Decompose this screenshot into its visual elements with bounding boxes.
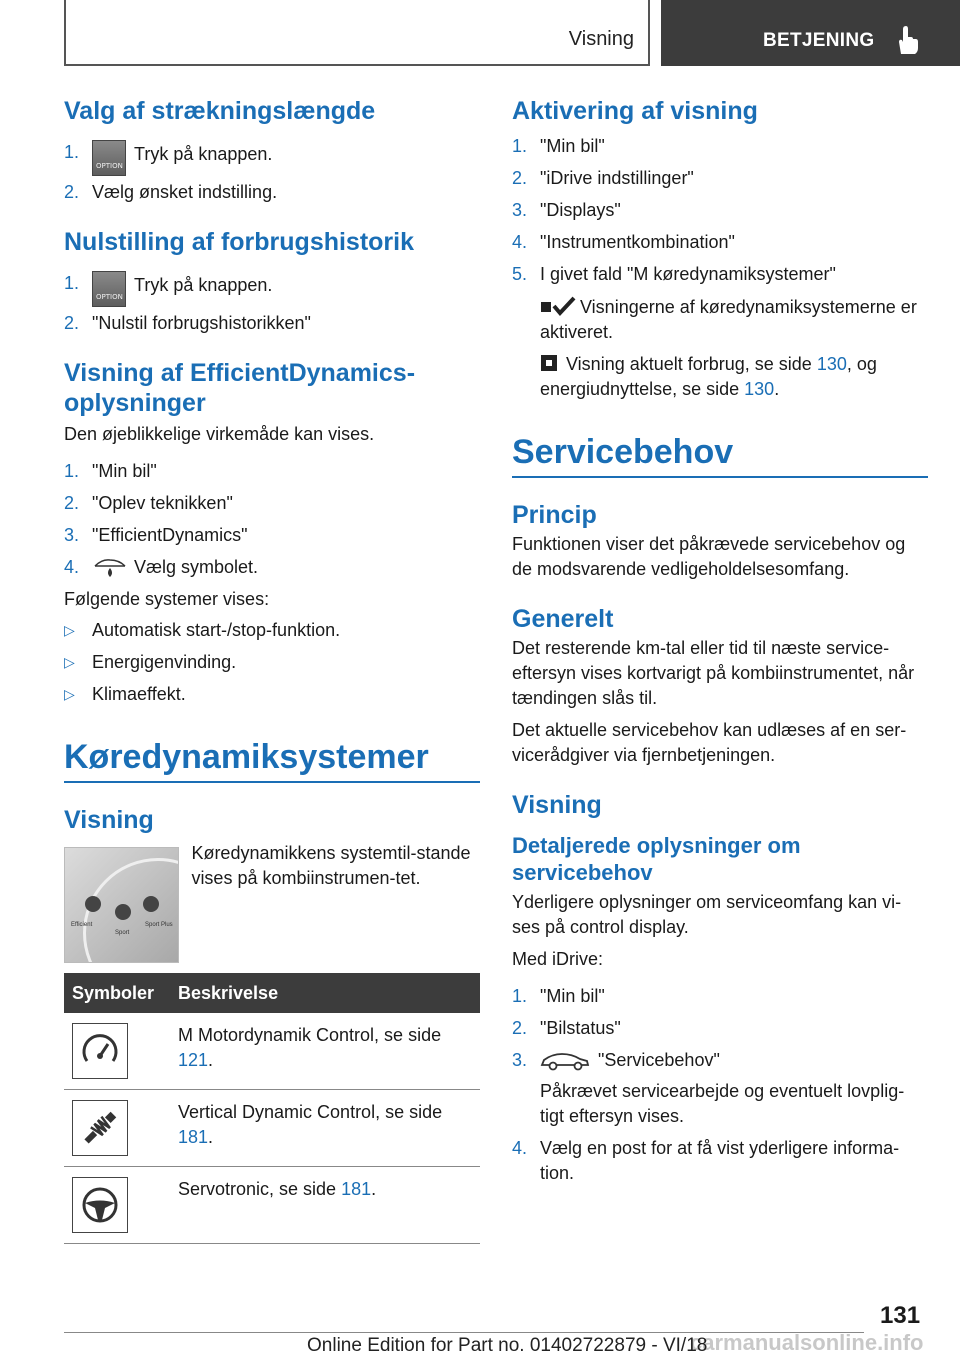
- header-chapter-label: BETJENING: [763, 30, 875, 51]
- steering-wheel-icon: [79, 1184, 121, 1226]
- paragraph: Det aktuelle servicebehov kan udlæses af en ser-vicerådgiver via fjernbetjeningen.: [512, 720, 907, 765]
- list-item: 2. "iDrive indstillinger": [512, 168, 694, 188]
- list-item: 3. "Displays": [512, 200, 621, 220]
- right-column: [512, 96, 928, 1186]
- symbols-table: [64, 973, 480, 1244]
- efficiency-car-icon: [92, 557, 128, 579]
- list-item: 2. "Bilstatus": [512, 1018, 621, 1038]
- list-item: 3. "Servicebehov": [512, 1050, 720, 1070]
- chapter-heading-driving-dynamics: Køredynamiksystemer: [64, 738, 429, 776]
- list-item: 4. Vælg en post for at få vist yderligere informa-tion.: [512, 1138, 900, 1183]
- option-button-icon: [92, 271, 126, 307]
- page-ref-link[interactable]: 121: [178, 1050, 209, 1070]
- section-title-general: Generelt: [512, 605, 614, 633]
- checkbox-icon: [540, 354, 560, 372]
- list-item: ▷ Automatisk start-/stop-funktion.: [64, 620, 341, 640]
- shock-absorber-icon: [79, 1107, 121, 1149]
- section-title-display: Visning: [512, 791, 602, 819]
- list-item: 1. "Min bil": [512, 136, 605, 156]
- list-item: ▷ Klimaeffekt.: [64, 684, 186, 704]
- page-ref-link[interactable]: 130: [744, 379, 775, 399]
- list-item: ▷ Energigenvinding.: [64, 652, 237, 672]
- subsection-title-details: Detaljerede oplysninger om servicebehov: [512, 833, 801, 885]
- left-column: [64, 96, 480, 1244]
- hand-pointer-icon: [895, 26, 921, 56]
- header-section-tab: [64, 0, 650, 66]
- display-description: Køredynamikkens systemtil-stande vises på kombiinstrumen-tet.: [191, 843, 471, 888]
- section-title-route-length: Valg af strækningslængde: [64, 97, 376, 125]
- table-header-symbols: Symboler: [64, 973, 170, 1013]
- list-item: 5. I givet fald "M køredynamiksystemer": [512, 264, 836, 284]
- checkmark-icon: [540, 296, 576, 316]
- table-row: Servotronic, se side 181.: [64, 1167, 480, 1244]
- list-item: 2. "Nulstil forbrugshistorikken": [64, 313, 311, 333]
- table-header-description: Beskrivelse: [170, 973, 480, 1013]
- list-item: 4. Vælg symbolet.: [64, 557, 259, 577]
- section-title-display: Visning: [64, 806, 154, 834]
- table-row: M Motordynamik Control, se side 121.: [64, 1013, 480, 1090]
- page-ref-link[interactable]: 181: [178, 1127, 209, 1147]
- section-title-efficientdynamics: Visning af EfficientDynamics-oplysninger: [64, 359, 416, 417]
- chapter-heading-rule: [512, 432, 928, 478]
- paragraph: Yderligere oplysninger om serviceomfang kan vi-ses på control display.: [512, 892, 902, 937]
- page-ref-link[interactable]: 181: [341, 1179, 372, 1199]
- paragraph: Påkrævet servicearbejde og eventuelt lovplig-tigt eftersyn vises.: [540, 1081, 905, 1126]
- section-title-principle: Princip: [512, 501, 597, 529]
- chapter-heading-service: Servicebehov: [512, 433, 734, 471]
- list-item: 1. "Min bil": [64, 461, 157, 481]
- paragraph: Følgende systemer vises:: [64, 589, 270, 609]
- paragraph: Den øjeblikkelige virkemåde kan vises.: [64, 424, 375, 444]
- list-item: 1. OPTION Tryk på knappen.: [64, 140, 480, 176]
- chapter-heading-rule: [64, 737, 480, 783]
- footer-edition: Online Edition for Part no. 01402722879 - VI/18: [307, 1335, 708, 1356]
- instrument-cluster-photo: Efficient Sport Sport Plus: [64, 847, 179, 963]
- list-item: 4. "Instrumentkombination": [512, 232, 735, 252]
- watermark: carmanualsonline.info: [690, 1330, 924, 1355]
- list-item: 2. Vælg ønsket indstilling.: [64, 182, 278, 202]
- checkbox-description: Visning aktuelt forbrug, se side 130, og energiudnyttelse, se side 130.: [540, 354, 877, 399]
- paragraph: Med iDrive:: [512, 949, 604, 969]
- list-item: 3. "EfficientDynamics": [64, 525, 248, 545]
- page-number: 131: [880, 1302, 921, 1329]
- speedometer-icon: [79, 1030, 121, 1072]
- option-button-icon: [92, 140, 126, 176]
- list-item: 1. OPTION Tryk på knappen.: [64, 271, 480, 307]
- list-item: 2. "Oplev teknikken": [64, 493, 233, 513]
- table-row: Vertical Dynamic Control, se side 181.: [64, 1090, 480, 1167]
- section-title-reset-history: Nulstilling af forbrugshistorik: [64, 228, 415, 256]
- paragraph: Det resterende km-tal eller tid til næste service-eftersyn vises kortvarigt på kombiinstrumentet, når tændingen slås til.: [512, 638, 915, 708]
- page-ref-link[interactable]: 130: [816, 354, 847, 374]
- display-block: [64, 843, 480, 963]
- checkbox-description: Visningerne af køredynamiksystemerne er aktiveret.: [540, 297, 917, 342]
- car-service-icon: [540, 1050, 590, 1072]
- header-chapter-tab: [661, 0, 960, 66]
- list-item: 1. "Min bil": [512, 986, 605, 1006]
- paragraph: Funktionen viser det påkrævede servicebehov og de modsvarende vedligeholdelsesomfang.: [512, 534, 906, 579]
- header-section-label: Visning: [568, 28, 634, 50]
- section-title-activate-display: Aktivering af visning: [512, 97, 758, 125]
